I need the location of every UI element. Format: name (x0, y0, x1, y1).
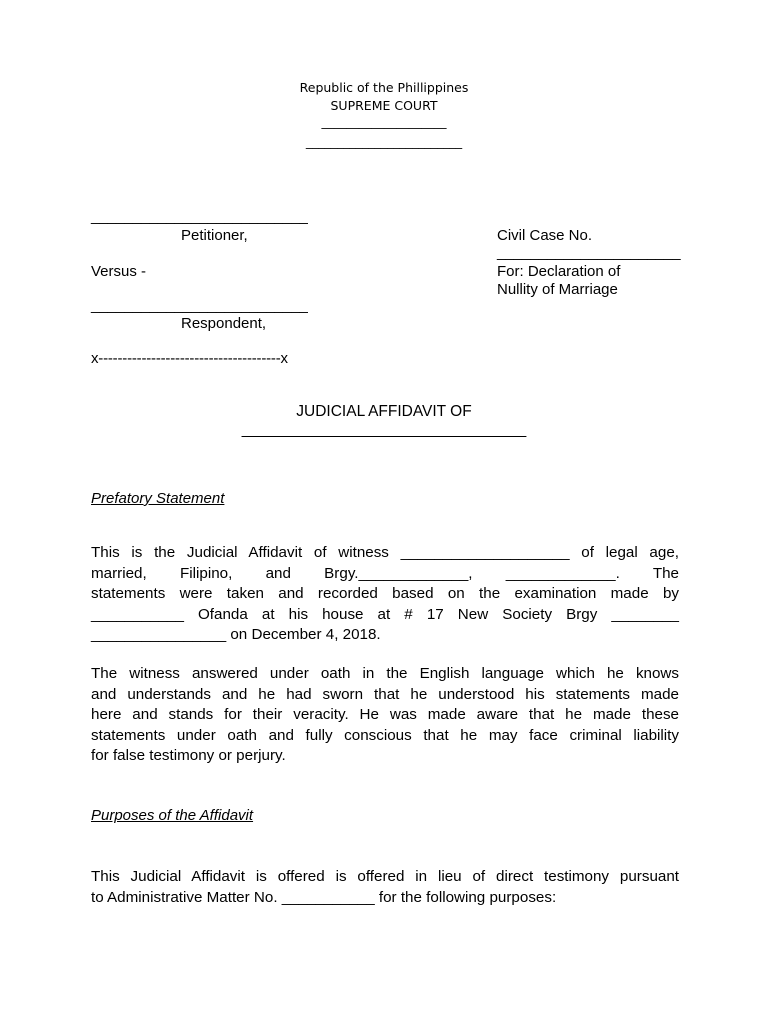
paragraph-line: ___________ Ofanda at his house at # 17 New Society Brgy ________ (91, 605, 679, 623)
paragraph-line: The witness answered under oath in the English language which he knows (91, 665, 679, 682)
paragraph-line: here and stands for their veracity. He was made aware that he made these (91, 706, 679, 723)
purposes-heading: Purposes of the Affidavit (91, 807, 254, 824)
paragraph-line: This is the Judicial Affidavit of witness ____________________ of legal age, (91, 544, 679, 561)
petitioner-label: Petitioner, (181, 227, 248, 244)
republic-heading: Republic of the Phillippines (299, 80, 469, 95)
prefatory-paragraph (91, 543, 679, 646)
court-blank-line-2: _________________________ (305, 134, 463, 149)
paragraph-line: and understands and he had sworn that he understood his statements made (91, 685, 679, 703)
paragraph-line: statements under oath and fully conscious that he may face criminal liability (91, 726, 679, 744)
respondent-blank: __________________________ (91, 297, 308, 314)
affiant-name-blank: _________________________________ (241, 421, 527, 438)
respondent-label: Respondent, (181, 315, 267, 332)
document-title: JUDICIAL AFFIDAVIT OF (296, 403, 472, 420)
court-heading: SUPREME COURT (330, 98, 438, 113)
paragraph-line: to Administrative Matter No. ___________ for the following purposes: (91, 888, 557, 906)
civil-case-blank: ______________________ (497, 244, 681, 261)
petitioner-blank: __________________________ (91, 208, 308, 225)
for-declaration-line: For: Declaration of (497, 263, 621, 280)
nullity-line: Nullity of Marriage (497, 281, 618, 298)
oath-paragraph (91, 664, 679, 767)
paragraph-line: This Judicial Affidavit is offered is offered in lieu of direct testimony pursuant (91, 868, 679, 885)
paragraph-line: ________________ on December 4, 2018. (91, 626, 381, 643)
versus-label: Versus - (91, 263, 147, 280)
civil-case-label: Civil Case No. (497, 227, 593, 244)
paragraph-line: statements were taken and recorded based on the examination made by (91, 585, 679, 602)
caption-separator: x--------------------------------------x (91, 350, 288, 367)
purposes-paragraph (91, 867, 679, 908)
prefatory-statement-heading: Prefatory Statement (91, 490, 225, 507)
court-blank-line-1: ____________________ (321, 114, 447, 129)
paragraph-line: married, Filipino, and Brgy._____________, _____________. The (91, 564, 679, 582)
paragraph-line: for false testimony or perjury. (91, 747, 286, 764)
